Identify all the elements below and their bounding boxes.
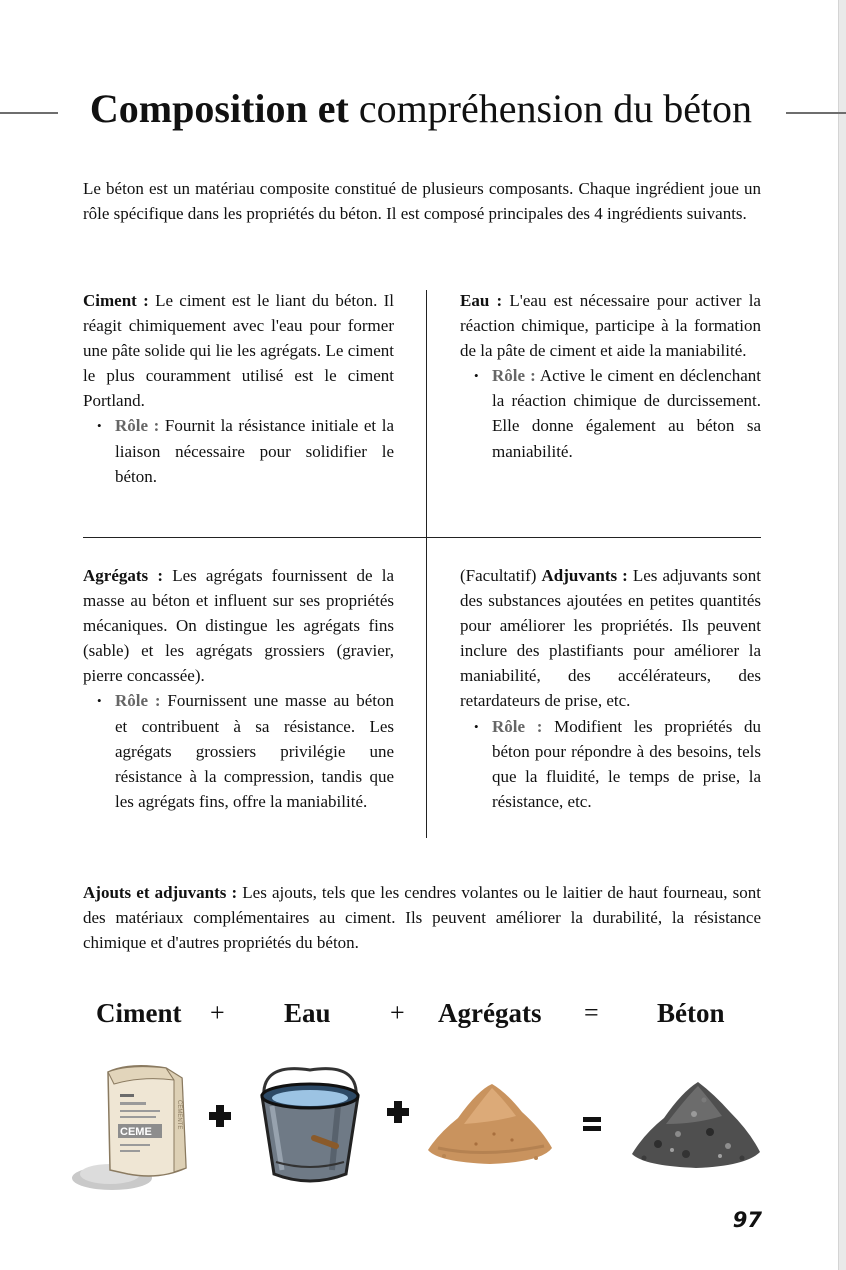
ciment-role-text: Fournit la résistance initiale et la liaison nécessaire pour solidifier le béton.	[115, 416, 394, 486]
water-bucket-icon	[254, 1066, 366, 1186]
eau-role-text: Active le ciment en déclenchant la réaction chimique de durcissement. Elle donne également au béton sa maniabilité.	[492, 366, 761, 461]
plus-icon	[386, 1100, 410, 1124]
equation-beton: Béton	[657, 998, 725, 1028]
eau-role-list	[460, 363, 761, 463]
adjuvants-role-text: Modifient les propriétés du béton pour répondre à des besoins, tels que la fluidité, le temps de prise, la résistance, etc.	[492, 716, 761, 811]
ajouts-term: Ajouts et adjuvants :	[83, 883, 238, 902]
title-bold: Composition et	[89, 86, 349, 131]
bullet-icon: •	[97, 693, 102, 709]
table-divider-vertical-top	[426, 290, 427, 538]
cell-eau	[460, 288, 761, 464]
title-rule-right	[786, 112, 846, 114]
role-label: Rôle :	[492, 366, 536, 386]
equation-agregats: Agrégats	[438, 998, 542, 1028]
equation-equals: =	[584, 998, 599, 1027]
cell-adjuvants	[460, 563, 761, 814]
title-rest: compréhension du béton	[348, 86, 753, 131]
gravel-pile-icon	[628, 1074, 764, 1172]
table-divider-vertical-bottom	[426, 538, 427, 838]
cell-agregats	[83, 563, 394, 814]
list-item	[474, 714, 761, 814]
intro-paragraph: Le béton est un matériau composite constitué de plusieurs composants. Chaque ingrédient joue un rôle spécifique dans les propriétés du béton. Il est composé principales des 4 ingrédients suivants.	[83, 179, 761, 224]
eau-text: L'eau est nécessaire pour activer la réaction chimique, participe à la formation de la pâte de ciment et aide la maniabilité.	[460, 291, 761, 361]
agregats-term: Agrégats :	[83, 566, 163, 585]
page-edge	[838, 0, 846, 1270]
ciment-text: Le ciment est le liant du béton. Il réagit chimiquement avec l'eau pour former une pâte solide qui lie les agrégats. Le ciment le plus couramment utilisé est le ciment Portland.	[83, 291, 395, 411]
role-label: Rôle :	[115, 416, 160, 436]
equation-plus-1: +	[210, 998, 225, 1027]
ciment-description	[83, 288, 394, 413]
plus-icon	[208, 1104, 232, 1128]
list-item	[97, 688, 394, 813]
ajouts-paragraph	[83, 880, 761, 956]
equals-icon	[582, 1114, 602, 1134]
adjuvants-role-list	[460, 714, 761, 814]
ajouts-text: Les ajouts, tels que les cendres volantes ou le laitier de haut fourneau, sont des matériaux complémentaires au ciment. Ils peuvent améliorer la durabilité, la résistance chimique et d'autres propriétés du béton.	[83, 883, 761, 953]
bullet-icon: •	[97, 418, 102, 434]
equation-plus-2: +	[390, 998, 405, 1027]
agregats-role-text: Fournissent une masse au béton et contribuent à sa résistance. Les agrégats grossiers privilégie une résistance à la compression, tandis que les agrégats fins, offre la maniabilité.	[115, 691, 394, 811]
bullet-icon: •	[474, 718, 479, 734]
agregats-description	[83, 563, 394, 688]
cell-ciment	[83, 288, 394, 489]
equation-ciment: Ciment	[96, 998, 182, 1028]
eau-term: Eau :	[460, 291, 503, 310]
adjuvants-prefix: (Facultatif)	[460, 566, 542, 585]
adjuvants-text: Les adjuvants sont des substances ajoutées en petites quantités pour améliorer les propriétés. Ils peuvent inclure des plastifiants pour améliorer la maniabilité, des accélérateurs, des retardateurs de prise, etc.	[460, 566, 761, 711]
table-divider-horizontal	[83, 537, 761, 538]
role-label: Rôle :	[492, 716, 543, 736]
adjuvants-term: Adjuvants :	[541, 566, 628, 585]
bullet-icon: •	[474, 368, 479, 384]
ciment-term: Ciment :	[83, 291, 149, 310]
ciment-role-list	[83, 413, 394, 488]
page-title	[60, 84, 782, 134]
eau-description	[460, 288, 761, 363]
title-rule-left	[0, 112, 58, 114]
list-item	[97, 413, 394, 488]
cement-bag-icon	[70, 1060, 192, 1192]
adjuvants-description	[460, 563, 761, 714]
equation-eau: Eau	[284, 998, 331, 1028]
list-item	[474, 363, 761, 463]
bag-side-text: CEMENTE	[176, 1100, 182, 1130]
role-label: Rôle :	[115, 691, 161, 711]
bag-text: CEME	[120, 1126, 152, 1138]
page-number: 97	[732, 1208, 762, 1232]
sand-pile-icon	[424, 1074, 556, 1170]
agregats-text: Les agrégats fournissent de la masse au béton et influent sur ses propriétés mécaniques. On distingue les agrégats fins (sable) et les agrégats grossiers (gravier, pierre concassée).	[83, 566, 394, 686]
agregats-role-list	[83, 688, 394, 813]
